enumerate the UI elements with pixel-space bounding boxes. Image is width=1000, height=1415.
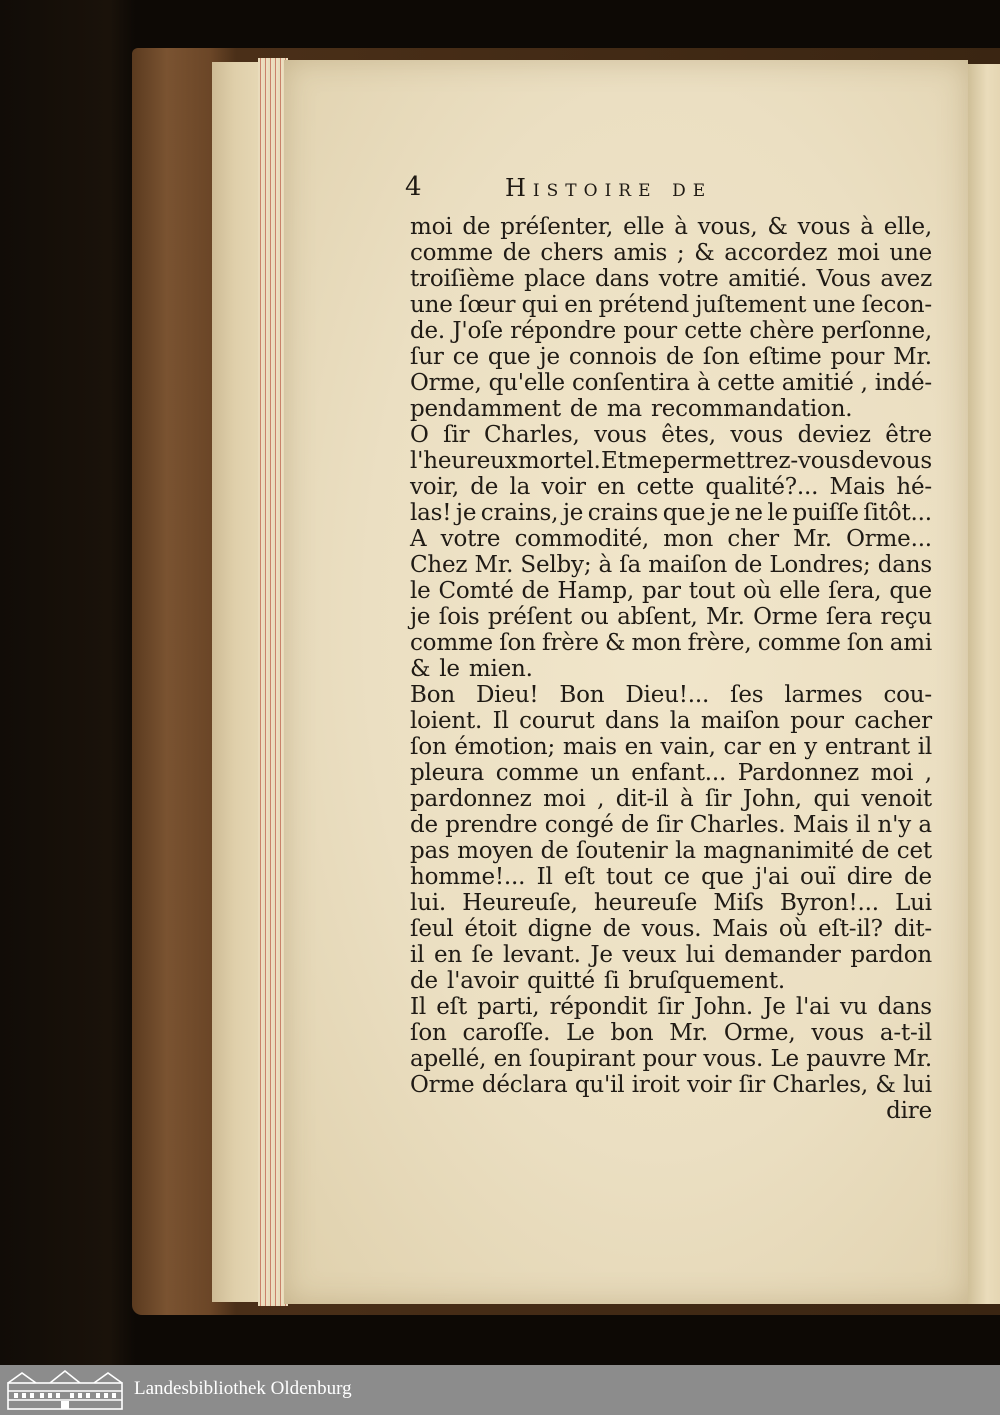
text-line: Il eſt parti, répondit ſir John. Je l'ai vu dans (410, 994, 932, 1020)
text-line: troiſième place dans votre amitié. Vous avez (410, 266, 932, 292)
text-line: Orme déclara qu'il iroit voir ſir Charles, & lui (410, 1072, 932, 1098)
body-text (410, 214, 932, 1124)
text-line: de. J'oſe répondre pour cette chère perſonne, (410, 318, 932, 344)
footer-bar (0, 1365, 1000, 1415)
text-line: moi de préſenter, elle à vous, & vous à elle, (410, 214, 932, 240)
text-line: Bon Dieu! Bon Dieu!... ſes larmes cou- (410, 682, 932, 708)
text-line: pardonnez moi , dit-il à ſir John, qui venoit (410, 786, 932, 812)
text-line: de prendre congé de ſir Charles. Mais il n'y a (410, 812, 932, 838)
text-line: je ſois préſent ou abſent, Mr. Orme ſera reçu (410, 604, 932, 630)
text-line: Chez Mr. Selby; à ſa maiſon de Londres; dans (410, 552, 932, 578)
library-building-icon (6, 1369, 124, 1411)
text-line: comme de chers amis ; & accordez moi une (410, 240, 932, 266)
text-line: pleura comme un enfant... Pardonnez moi , (410, 760, 932, 786)
text-line: pendamment de ma recommandation. (410, 396, 853, 422)
text-line: loient. Il courut dans la maiſon pour cacher (410, 708, 932, 734)
text-line: le Comté de Hamp, par tout où elle ſera, que (410, 578, 932, 604)
running-head: Histoire de (505, 174, 713, 202)
text-line: A votre commodité, mon cher Mr. Orme... (410, 526, 932, 552)
text-line: ſon caroſſe. Le bon Mr. Orme, vous a-t-il (410, 1020, 932, 1046)
facing-page-edge (968, 64, 1000, 1304)
text-line: O ſir Charles, vous êtes, vous deviez être (410, 422, 932, 448)
text-line: pas moyen de ſoutenir la magnanimité de cet (410, 838, 932, 864)
page-header (405, 172, 935, 208)
text-line: voir, de la voir en cette qualité?... Mais hé- (410, 474, 932, 500)
text-line: ſur ce que je connois de ſon eſtime pour Mr. (410, 344, 932, 370)
text-line: ſeul étoit digne de vous. Mais où eſt-il? dit- (410, 916, 932, 942)
text-line: de l'avoir quitté ſi bruſquement. (410, 968, 785, 994)
text-line: & le mien. (410, 656, 533, 682)
text-line: comme ſon frère & mon frère, comme ſon ami (410, 630, 932, 656)
text-line: las! je crains, je crains que je ne le puiſſe ſitôt... (410, 500, 932, 526)
text-line: ſon émotion; mais en vain, car en y entrant il (410, 734, 932, 760)
library-name: Landesbibliothek Oldenburg (134, 1378, 352, 1399)
catchword: dire (886, 1098, 932, 1124)
text-line: une ſœur qui en prétend juſtement une ſecon- (410, 292, 932, 318)
text-line: lui. Heureuſe, heureuſe Miſs Byron!... Lui (410, 890, 932, 916)
text-line: Orme, qu'elle conſentira à cette amitié , indé- (410, 370, 932, 396)
text-line: l'heureux mortel. Et me permettrez-vous de vous (410, 448, 932, 474)
text-line: il en ſe levant. Je veux lui demander pardon (410, 942, 932, 968)
text-line: apellé, en ſoupirant pour vous. Le pauvre Mr. (410, 1046, 932, 1072)
text-line: homme!... Il eſt tout ce que j'ai ouï dire de (410, 864, 932, 890)
page-number: 4 (405, 172, 422, 202)
